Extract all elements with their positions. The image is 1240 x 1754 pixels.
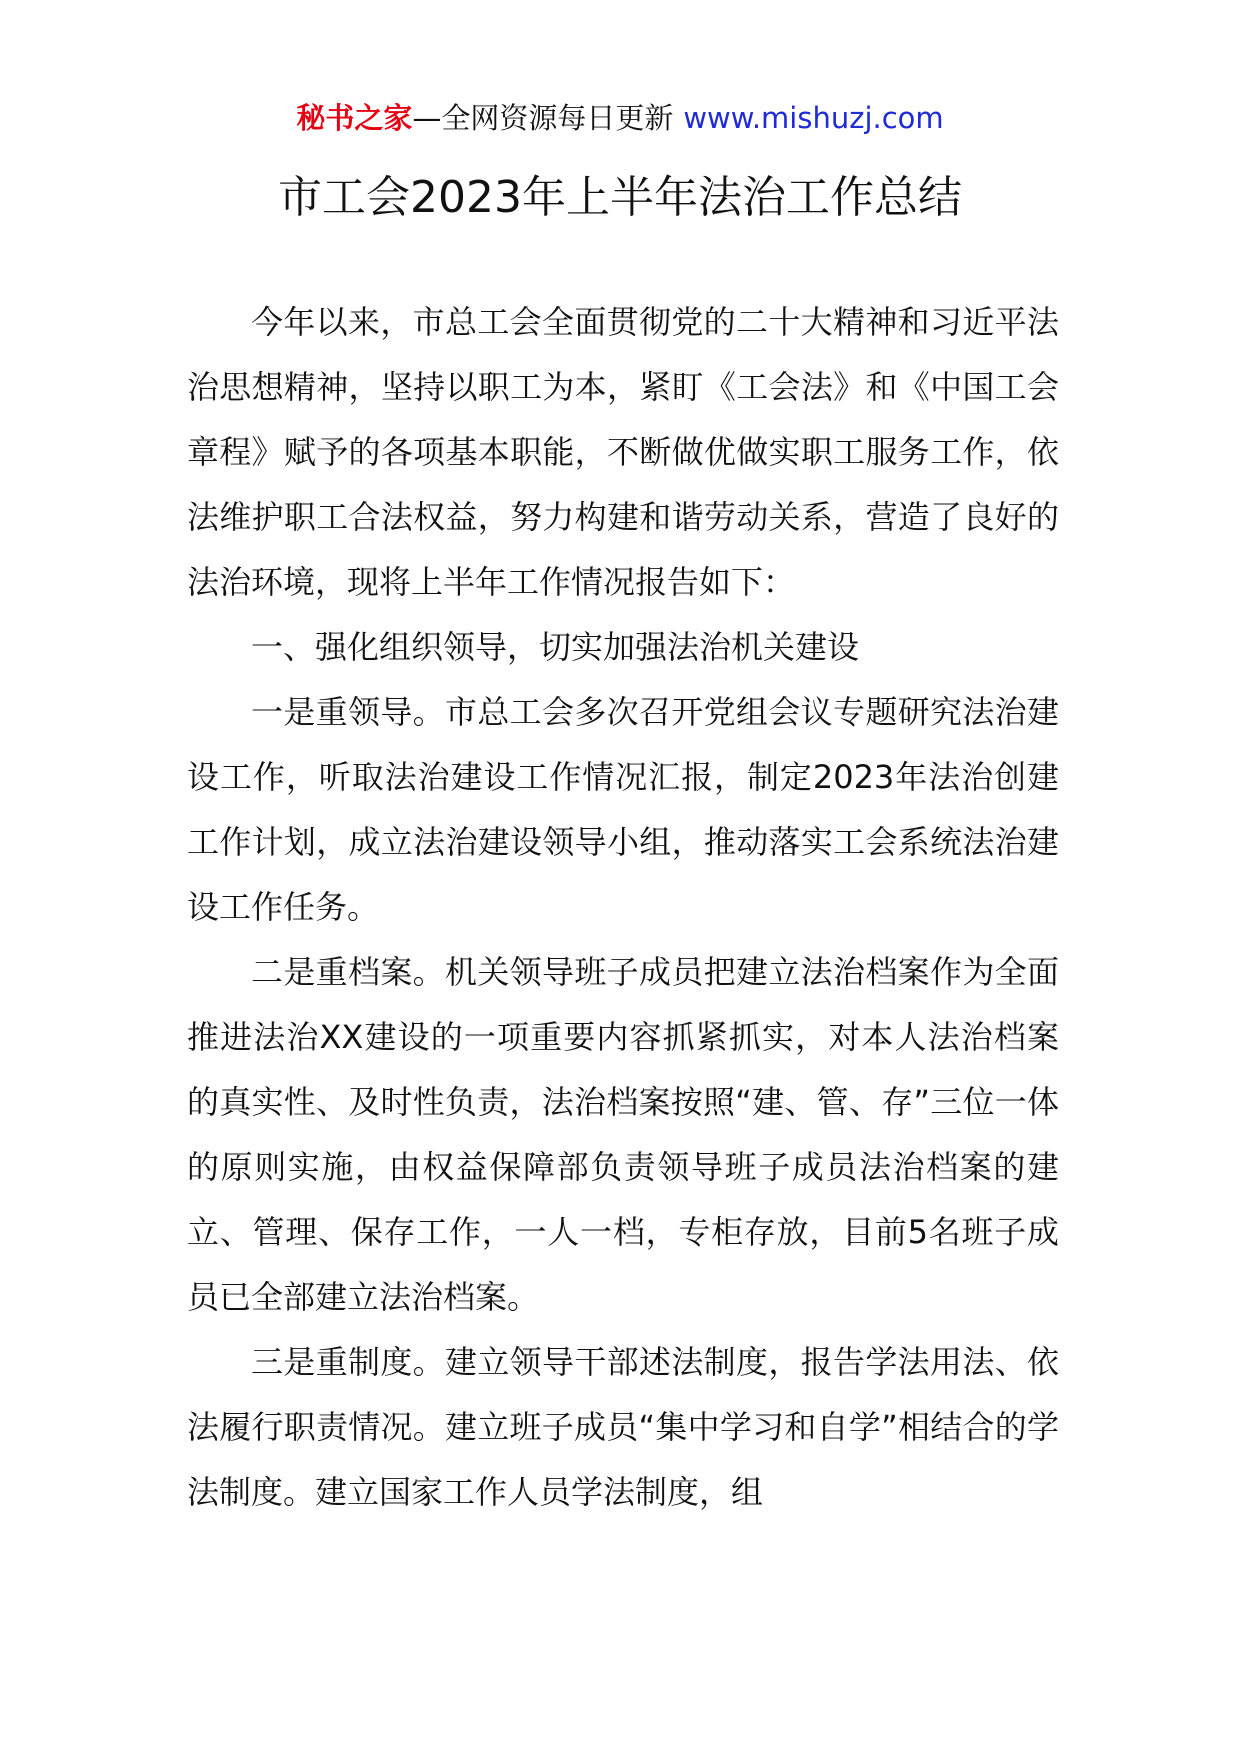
site-tagline: —全网资源每日更新 — [412, 101, 674, 135]
site-header — [0, 98, 1240, 138]
site-url-link[interactable]: www.mishuzj.com — [683, 101, 944, 135]
document-body — [187, 290, 1059, 1525]
body-paragraph: 三是重制度。建立领导干部述法制度，报告学法用法、依法履行职责情况。建立班子成员“集中学习和自学”相结合的学法制度。建立国家工作人员学法制度，组 — [187, 1343, 1059, 1511]
section-heading: 一、强化组织领导，切实加强法治机关建设 — [251, 628, 860, 666]
body-paragraph: 一是重领导。市总工会多次召开党组会议专题研究法治建设工作，听取法治建设工作情况汇报，制定2023年法治创建工作计划，成立法治建设领导小组，推动落实工会系统法治建设工作任务。 — [187, 693, 1059, 926]
intro-paragraph: 今年以来，市总工会全面贯彻党的二十大精神和习近平法治思想精神，坚持以职工为本，紧盯《工会法》和《中国工会章程》赋予的各项基本职能，不断做优做实职工服务工作，依法维护职工合法权益，努力构建和谐劳动关系，营造了良好的法治环境，现将上半年工作情况报告如下： — [187, 303, 1059, 601]
body-paragraph: 二是重档案。机关领导班子成员把建立法治档案作为全面推进法治XX建设的一项重要内容抓紧抓实，对本人法治档案的真实性、及时性负责，法治档案按照“建、管、存”三位一体的原则实施，由权益保障部负责领导班子成员法治档案的建立、管理、保存工作，一人一档，专柜存放，目前5名班子成员已全部建立法治档案。 — [187, 953, 1059, 1316]
site-brand: 秘书之家 — [296, 101, 413, 135]
document-title: 市工会2023年上半年法治工作总结 — [278, 172, 962, 223]
